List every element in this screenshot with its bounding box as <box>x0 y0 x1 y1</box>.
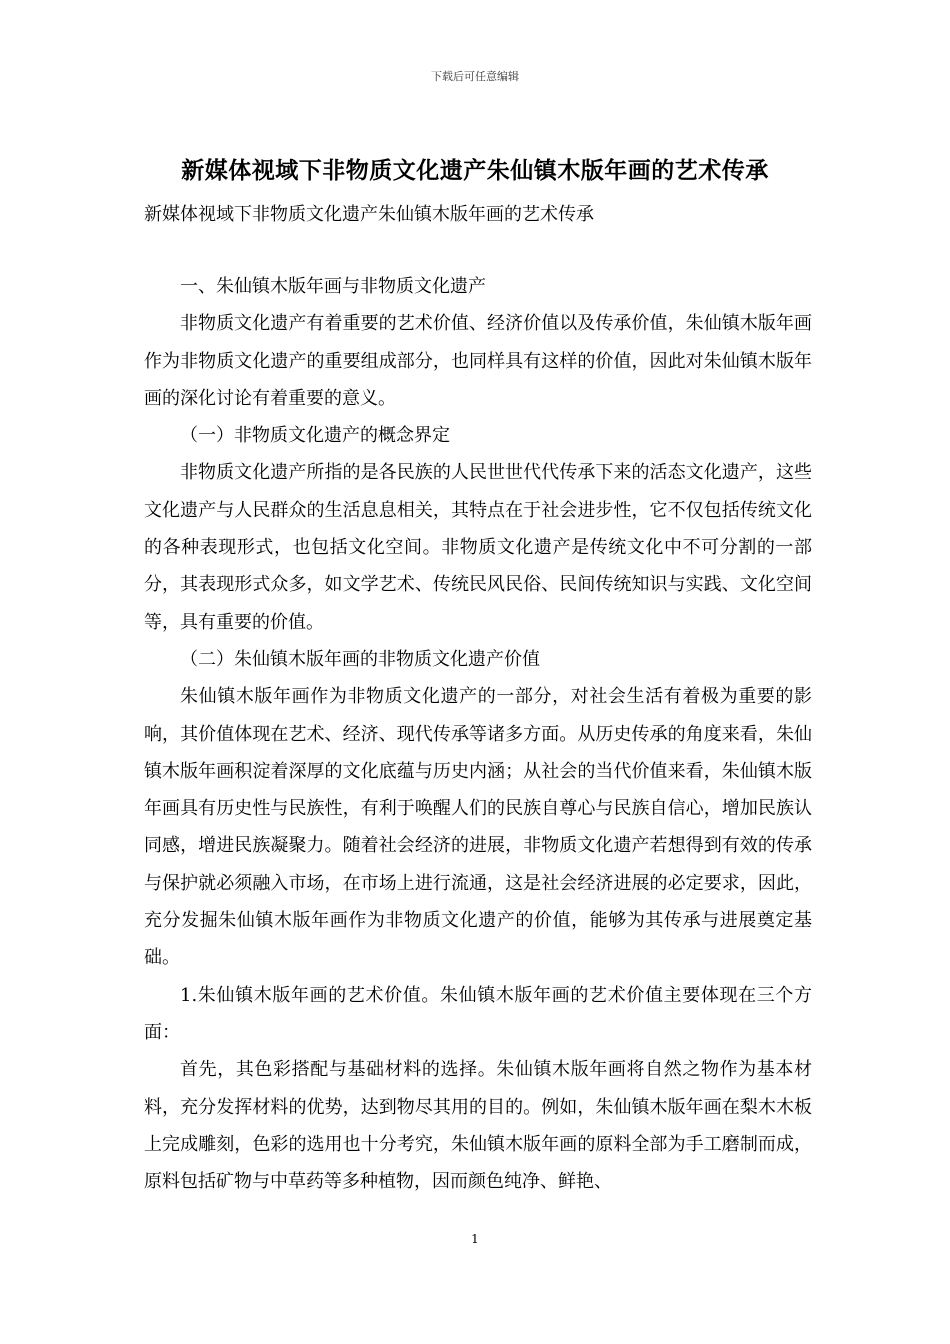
subsection-heading: （二）朱仙镇木版年画的非物质文化遗产价值 <box>180 648 540 670</box>
paragraph: 非物质文化遗产所指的是各民族的人民世世代代传承下来的活态文化遗产，这些文化遗产与人民群众的生活息息相关，其特点在于社会进步性，它不仅包括传统文化的各种表现形式，也包括文化空间。非物质文化遗产是传统文化中不可分割的一部分，其表现形式众多，如文学艺术、传统民风民俗、民间传统知识与实践、文化空间等，具有重要的价值。 <box>144 462 812 633</box>
header-note: 下载后可任意编辑 <box>431 70 519 83</box>
document-title: 新媒体视域下非物质文化遗产朱仙镇木版年画的艺术传承 <box>181 157 769 184</box>
document-body <box>144 268 812 1200</box>
numbered-paragraph: 1.朱仙镇木版年画的艺术价值。朱仙镇木版年画的艺术价值主要体现在三个方面： <box>144 984 812 1043</box>
page-number: 1 <box>471 1232 479 1246</box>
paragraph: 朱仙镇木版年画作为非物质文化遗产的一部分，对社会生活有着极为重要的影响，其价值体现在艺术、经济、现代传承等诸多方面。从历史传承的角度来看，朱仙镇木版年画积淀着深厚的文化底蕴与历史内涵；从社会的当代价值来看，朱仙镇木版年画具有历史性与民族性，有利于唤醒人们的民族自尊心与民族自信心，增加民族认同感，增进民族凝聚力。随着社会经济的进展，非物质文化遗产若想得到有效的传承与保护就必须融入市场，在市场上进行流通，这是社会经济进展的必定要求，因此，充分发掘朱仙镇木版年画作为非物质文化遗产的价值，能够为其传承与进展奠定基础。 <box>144 686 812 969</box>
document-subtitle: 新媒体视域下非物质文化遗产朱仙镇木版年画的艺术传承 <box>144 204 594 225</box>
section-heading: 一、朱仙镇木版年画与非物质文化遗产 <box>180 276 486 297</box>
paragraph: 非物质文化遗产有着重要的艺术价值、经济价值以及传承价值，朱仙镇木版年画作为非物质文化遗产的重要组成部分，也同样具有这样的价值，因此对朱仙镇木版年画的深化讨论有着重要的意义。 <box>144 313 812 409</box>
paragraph: 首先，其色彩搭配与基础材料的选择。朱仙镇木版年画将自然之物作为基本材料，充分发挥材料的优势，达到物尽其用的目的。例如，朱仙镇木版年画在梨木木板上完成雕刻，色彩的选用也十分考究，朱仙镇木版年画的原料全部为手工磨制而成，原料包括矿物与中草药等多种植物，因而颜色纯净、鲜艳、 <box>144 1059 812 1193</box>
subsection-heading: （一）非物质文化遗产的概念界定 <box>180 425 450 447</box>
